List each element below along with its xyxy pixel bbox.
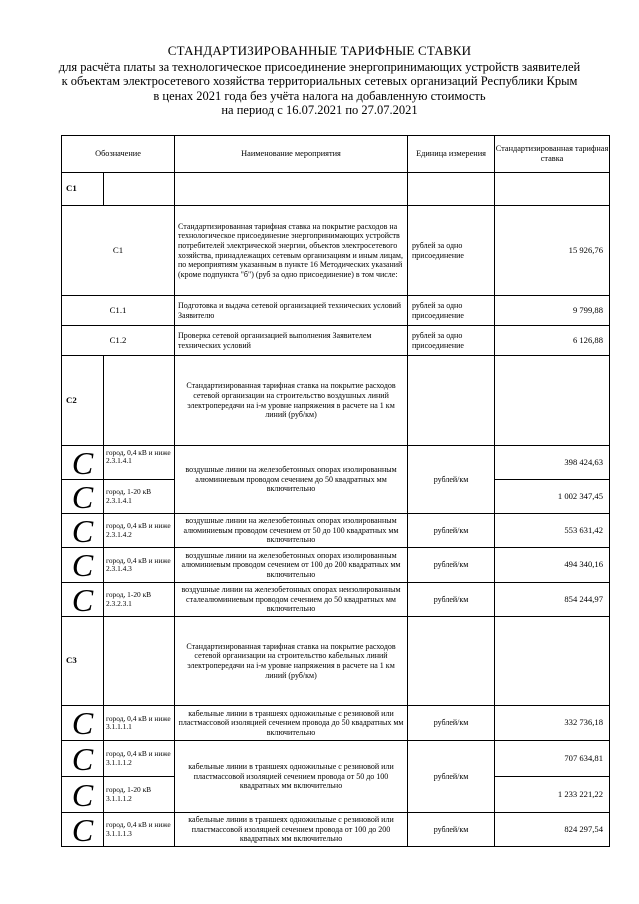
row-unit: рублей/км	[408, 706, 495, 741]
table-header-row	[62, 136, 610, 173]
row-subcode: город, 1-20 кВ 2.3.2.3.1	[104, 583, 175, 617]
section-code: C1	[62, 173, 104, 206]
table-row	[62, 296, 610, 326]
table-row	[62, 741, 610, 777]
table-row	[62, 326, 610, 356]
row-name: Подготовка и выдача сетевой организацией технических условий Заявителю	[175, 296, 408, 326]
row-unit: рублей за одно присоединение	[408, 296, 495, 326]
table-row	[62, 446, 610, 480]
empty-cell	[408, 356, 495, 446]
rate-letter: C	[62, 583, 104, 617]
rate-letter: C	[62, 741, 104, 777]
rate-letter: C	[62, 480, 104, 514]
row-code: C1	[62, 206, 175, 296]
row-unit: рублей/км	[408, 741, 495, 813]
row-name: Стандартизированная тарифная ставка на покрытие расходов на технологическое присоединение энергопринимающих устройств потребителей электрической энергии, объектов электросетевого хозяйства, принадлежащих сетевым организациям и иным лицам, по мероприятиям указанным в пункте 16 Методических указаний (кроме подпункта "б") (руб за одно присоединение) в том числе:	[175, 206, 408, 296]
table-row	[62, 583, 610, 617]
row-value: 6 126,88	[495, 326, 610, 356]
table-row	[62, 813, 610, 847]
row-unit: рублей/км	[408, 446, 495, 514]
empty-cell	[495, 173, 610, 206]
title-line-1: СТАНДАРТИЗИРОВАННЫЕ ТАРИФНЫЕ СТАВКИ	[167, 43, 472, 58]
section-description: Стандартизированная тарифная ставка на покрытие расходов сетевой организации на строительство воздушных линий электропередачи на i-м уровне напряжения в расчете на 1 км линий (руб/км)	[175, 356, 408, 446]
title-line-2: для расчёта платы за технологическое присоединение энергопринимающих устройств заявителей	[58, 59, 581, 74]
row-subcode: город, 0,4 кВ и ниже 3.1.1.1.3	[104, 813, 175, 847]
rate-letter: C	[62, 777, 104, 813]
row-name: кабельные линии в траншеях одножильные с резиновой или пластмассовой изоляцией сечением провода от 100 до 200 квадратных мм включительно	[175, 813, 408, 847]
rate-letter: C	[62, 514, 104, 548]
title-line-4: в ценах 2021 года без учёта налога на добавленную стоимость	[153, 88, 486, 103]
table-row	[62, 206, 610, 296]
empty-cell	[495, 356, 610, 446]
row-subcode: город, 1-20 кВ 3.1.1.1.2	[104, 777, 175, 813]
row-unit: рублей за одно присоединение	[408, 326, 495, 356]
row-code: C1.1	[62, 296, 175, 326]
empty-cell	[104, 173, 175, 206]
row-value: 494 340,16	[495, 548, 610, 583]
row-subcode: город, 1-20 кВ 2.3.1.4.1	[104, 480, 175, 514]
row-unit: рублей/км	[408, 813, 495, 847]
row-unit: рублей/км	[408, 583, 495, 617]
row-value: 15 926,76	[495, 206, 610, 296]
table-row	[62, 514, 610, 548]
rate-letter: C	[62, 446, 104, 480]
empty-cell	[104, 617, 175, 706]
row-name: воздушные линии на железобетонных опорах неизолированным сталеалюминиевым проводом сечением до 50 квадратных мм включительно	[175, 583, 408, 617]
row-name: воздушные линии на железобетонных опорах изолированным алюминиевым проводом сечением от 100 до 200 квадратных мм включительно	[175, 548, 408, 583]
empty-cell	[408, 617, 495, 706]
header-designation: Обозначение	[62, 136, 175, 173]
row-value: 707 634,81	[495, 741, 610, 777]
title-line-3: к объектам электросетевого хозяйства территориальных сетевых организаций Республики Крым	[61, 74, 578, 89]
empty-cell	[104, 356, 175, 446]
section-row-c1	[62, 173, 610, 206]
row-value: 854 244,97	[495, 583, 610, 617]
tariff-table	[61, 135, 610, 847]
row-subcode: город, 0,4 кВ и ниже 2.3.1.4.1	[104, 446, 175, 480]
empty-cell	[175, 173, 408, 206]
rate-letter: C	[62, 548, 104, 583]
row-name: кабельные линии в траншеях одножильные с резиновой или пластмассовой изоляцией сечением провода до 50 квадратных мм включительно	[175, 706, 408, 741]
row-value: 398 424,63	[495, 446, 610, 480]
row-value: 332 736,18	[495, 706, 610, 741]
row-unit: рублей/км	[408, 548, 495, 583]
section-code: C2	[62, 356, 104, 446]
row-unit: рублей/км	[408, 514, 495, 548]
row-name: кабельные линии в траншеях одножильные с резиновой или пластмассовой изоляцией сечением провода от 50 до 100 квадратных мм включительно	[175, 741, 408, 813]
header-unit: Единица измерения	[408, 136, 495, 173]
row-code: C1.2	[62, 326, 175, 356]
row-subcode: город, 0,4 кВ и ниже 3.1.1.1.2	[104, 741, 175, 777]
row-value: 1 233 221,22	[495, 777, 610, 813]
row-name: воздушные линии на железобетонных опорах изолированным алюминиевым проводом сечением до 50 квадратных мм включительно	[175, 446, 408, 514]
empty-cell	[495, 617, 610, 706]
row-value: 9 799,88	[495, 296, 610, 326]
row-value: 824 297,54	[495, 813, 610, 847]
table-row	[62, 706, 610, 741]
row-name: воздушные линии на железобетонных опорах изолированным алюминиевым проводом сечением от 50 до 100 квадратных мм включительно	[175, 514, 408, 548]
row-subcode: город, 0,4 кВ и ниже 2.3.1.4.2	[104, 514, 175, 548]
empty-cell	[408, 173, 495, 206]
rate-letter: C	[62, 706, 104, 741]
header-name: Наименование мероприятия	[175, 136, 408, 173]
section-row-c3	[62, 617, 610, 706]
document-title	[0, 44, 639, 118]
section-row-c2	[62, 356, 610, 446]
row-subcode: город, 0,4 кВ и ниже 2.3.1.4.3	[104, 548, 175, 583]
section-code: C3	[62, 617, 104, 706]
row-name: Проверка сетевой организацией выполнения Заявителем технических условий	[175, 326, 408, 356]
row-value: 553 631,42	[495, 514, 610, 548]
row-subcode: город, 0,4 кВ и ниже 3.1.1.1.1	[104, 706, 175, 741]
row-unit: рублей за одно присоединение	[408, 206, 495, 296]
rate-letter: C	[62, 813, 104, 847]
header-rate: Стандартизированная тарифная ставка	[495, 136, 610, 173]
title-line-5: на период с 16.07.2021 по 27.07.2021	[221, 103, 418, 118]
table-row	[62, 548, 610, 583]
row-value: 1 002 347,45	[495, 480, 610, 514]
section-description: Стандартизированная тарифная ставка на покрытие расходов сетевой организации на строительство кабельных линий электропередачи на i-м уровне напряжения в расчете на 1 км линий (руб/км)	[175, 617, 408, 706]
